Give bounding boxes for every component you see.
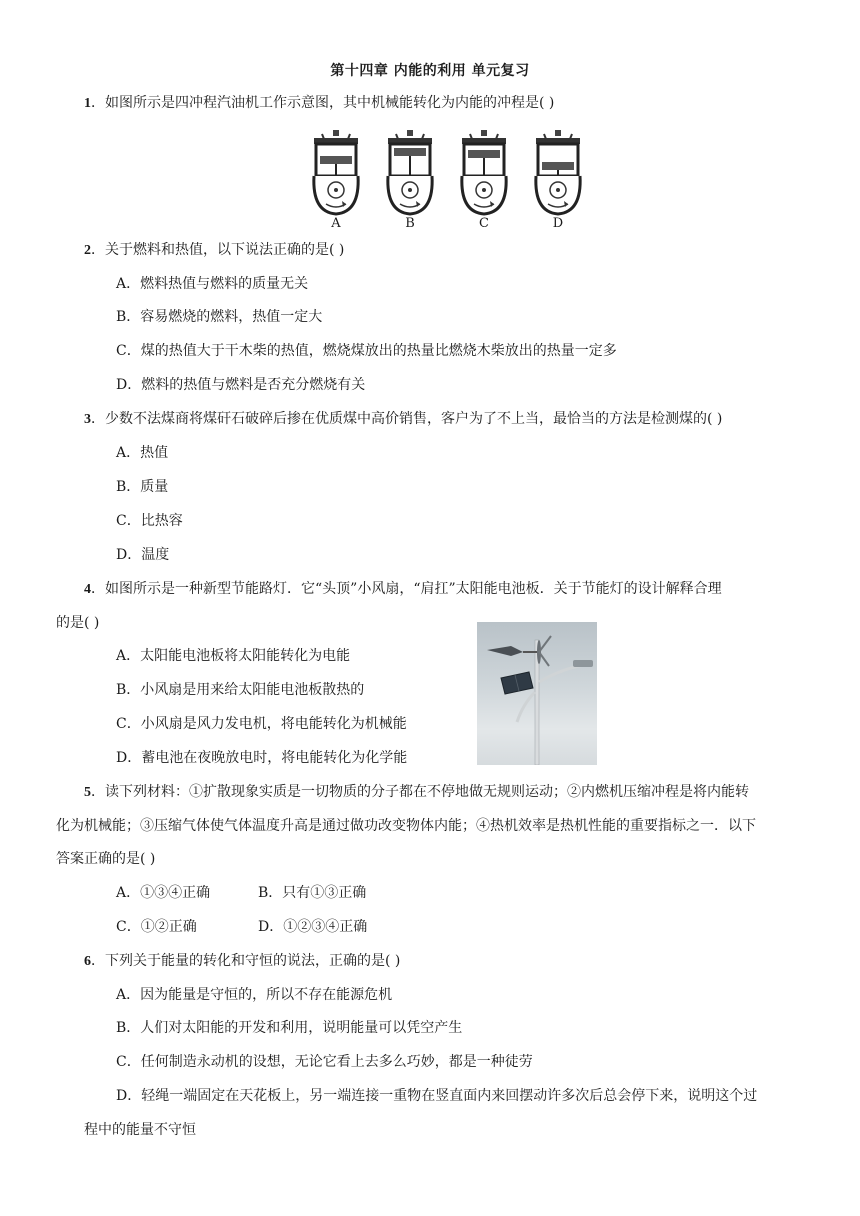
engine-stroke-b: [380, 128, 440, 231]
street-lamp-photo: [477, 622, 597, 765]
question-text-continued: 答案正确的是( ): [56, 851, 156, 867]
question-4: [84, 579, 860, 600]
question-text: ．下列关于能量的转化和守恒的说法，正确的是( ): [91, 953, 401, 969]
engine-icon: [306, 128, 366, 218]
question-text-continued: 的是( ): [56, 615, 100, 631]
question-1: [84, 93, 860, 114]
engine-stroke-a: [306, 128, 366, 231]
engine-label: A: [331, 216, 341, 231]
option-c: C．任何制造永动机的设想，无论它看上去多么巧妙，都是一种徒劳: [116, 1054, 533, 1070]
question-6: [84, 951, 860, 972]
engine-label: C: [479, 216, 489, 231]
engine-label: B: [405, 216, 415, 231]
option-d: D．燃料的热值与燃料是否充分燃烧有关: [116, 377, 366, 393]
option-b: B．小风扇是用来给太阳能电池板散热的: [116, 682, 365, 698]
option-b: B．容易燃烧的燃料，热值一定大: [116, 309, 323, 325]
engine-icon: [380, 128, 440, 218]
question-number: 2: [84, 243, 91, 258]
engine-diagram: [300, 128, 600, 238]
option-d: D．蓄电池在夜晚放电时，将电能转化为化学能: [116, 750, 408, 766]
question-text: ．如图所示是四冲程汽油机工作示意图，其中机械能转化为内能的冲程是( ): [91, 95, 555, 111]
option-d-continued: 程中的能量不守恒: [84, 1122, 196, 1138]
question-number: 1: [84, 96, 91, 111]
question-2: [84, 240, 860, 261]
question-number: 4: [84, 582, 91, 597]
option-c: C．煤的热值大于干木柴的热值，燃烧煤放出的热量比燃烧木柴放出的热量一定多: [116, 343, 617, 359]
question-number: 3: [84, 412, 91, 427]
option-a: A．①③④正确: [116, 885, 211, 901]
question-text: ．如图所示是一种新型节能路灯．它“头顶”小风扇，“肩扛”太阳能电池板．关于节能灯的设计解释合理: [91, 581, 722, 597]
option-c: C．小风扇是风力发电机，将电能转化为机械能: [116, 716, 407, 732]
engine-label: D: [552, 216, 564, 231]
question-text-continued: 化为机械能；③压缩气体使气体温度升高是通过做功改变物体内能；④热机效率是热机性能的重要指标之一．以下: [56, 818, 756, 834]
question-number: 5: [84, 785, 91, 800]
engine-stroke-d: [528, 128, 588, 231]
option-a: A．燃料热值与燃料的质量无关: [116, 276, 309, 292]
option-d: D．轻绳一端固定在天花板上，另一端连接一重物在竖直面内来回摆动许多次后总会停下来，说明这个过: [116, 1088, 758, 1104]
street-lamp-icon: [477, 622, 597, 765]
option-b: B．人们对太阳能的开发和利用，说明能量可以凭空产生: [116, 1020, 463, 1036]
option-b: B．只有①③正确: [258, 885, 367, 901]
option-a: A．太阳能电池板将太阳能转化为电能: [116, 648, 351, 664]
option-d: D．①②③④正确: [258, 919, 368, 935]
question-text: ．少数不法煤商将煤矸石破碎后掺在优质煤中高价销售，客户为了不上当，最恰当的方法是检测煤的( ): [91, 411, 723, 427]
engine-stroke-c: [454, 128, 514, 231]
engine-icon: [528, 128, 588, 218]
option-a: A．热值: [116, 445, 169, 461]
page-title: 第十四章 内能的利用 单元复习: [330, 63, 530, 79]
engine-icon: [454, 128, 514, 218]
question-text: ．关于燃料和热值，以下说法正确的是( ): [91, 242, 345, 258]
question-3: [84, 409, 860, 430]
option-c: C．比热容: [116, 513, 183, 529]
question-5: [84, 782, 860, 803]
option-b: B．质量: [116, 479, 169, 495]
option-a: A．因为能量是守恒的，所以不存在能源危机: [116, 987, 393, 1003]
question-text: ．读下列材料：①扩散现象实质是一切物质的分子都在不停地做无规则运动；②内燃机压缩冲程是将内能转: [91, 784, 749, 800]
option-d: D．温度: [116, 547, 170, 563]
option-c: C．①②正确: [116, 919, 197, 935]
question-number: 6: [84, 954, 91, 969]
